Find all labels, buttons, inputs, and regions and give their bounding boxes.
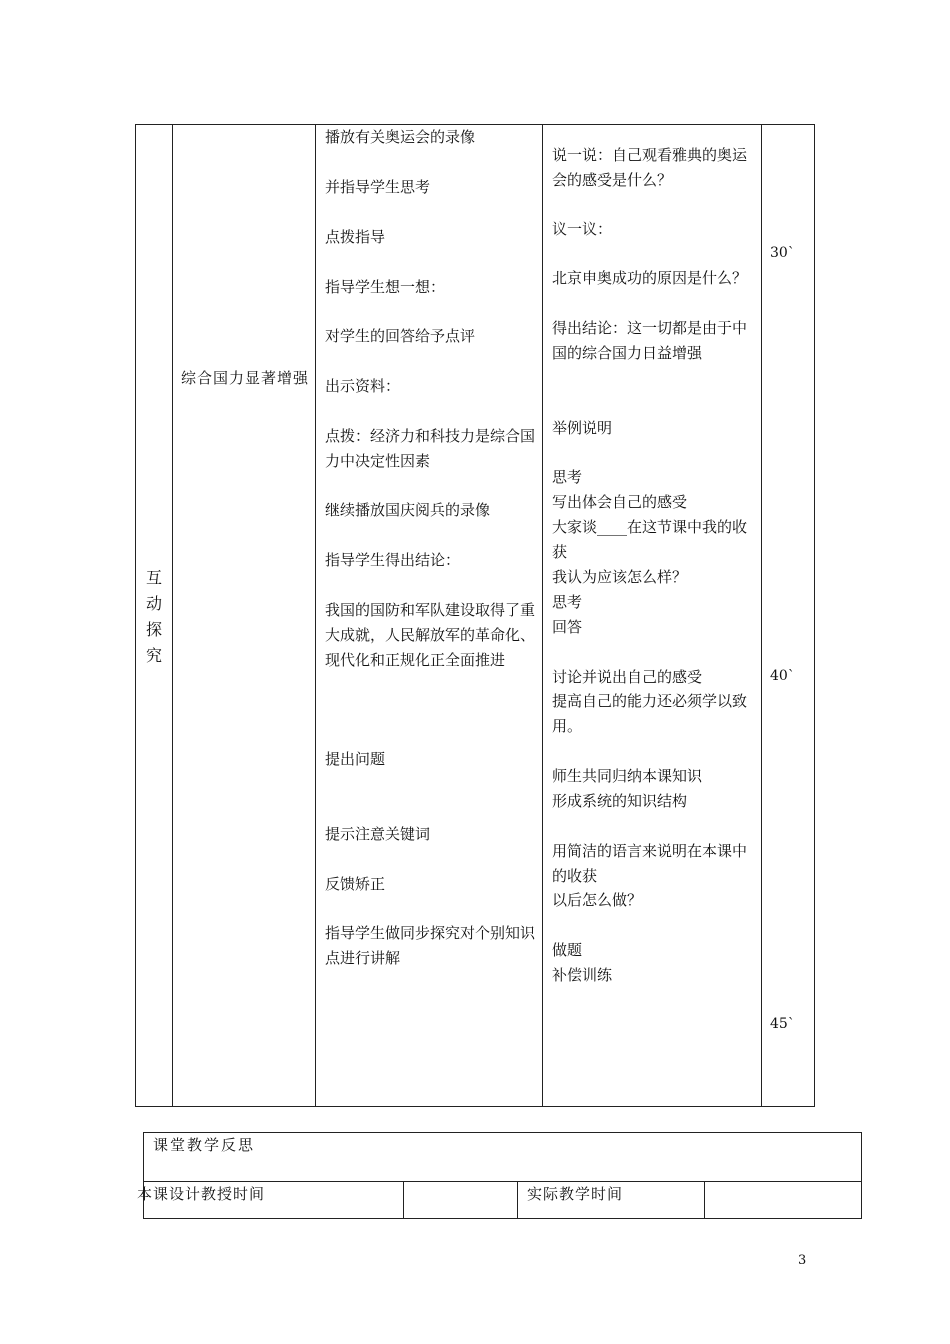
teacher-activity: 点拨：经济力和科技力是综合国力中决定性因素 (325, 427, 536, 470)
teacher-activity: 出示资料： (325, 377, 401, 395)
teacher-activity: 继续播放国庆阅兵的录像 (325, 501, 491, 519)
reflection-border-bottom (143, 1218, 862, 1219)
student-activity: 我认为应该怎么样？ (552, 568, 688, 586)
student-activity: 用简洁的语言来说明在本课中的收获 (552, 842, 748, 885)
table-border-right (814, 124, 815, 1107)
reflection-col-divider-3 (704, 1181, 705, 1219)
table-border-left (135, 124, 136, 1107)
teacher-activity: 反馈矫正 (325, 875, 386, 893)
student-activity: 大家谈____在这节课中我的收获 (552, 518, 748, 561)
student-activity: 思考 (552, 593, 583, 611)
student-activity: 思考 (552, 468, 583, 486)
teacher-activity: 指导学生得出结论： (325, 551, 461, 569)
page-number: 3 (798, 1253, 807, 1268)
teacher-activity: 指导学生做同步探究对个别知识点进行讲解 (325, 924, 536, 967)
student-activity: 讨论并说出自己的感受 (552, 668, 703, 686)
student-activity: 举例说明 (552, 419, 613, 437)
student-activity: 师生共同归纳本课知识 (552, 767, 703, 785)
column-divider-1 (172, 124, 173, 1107)
student-activity: 以后怎么做？ (552, 891, 643, 909)
teacher-activity: 我国的国防和军队建设取得了重大成就，人民解放军的革命化、现代化和正规化正全面推进 (325, 601, 536, 669)
teacher-activity: 点拨指导 (325, 228, 386, 246)
reflection-border-right (861, 1132, 862, 1219)
teacher-activity: 对学生的回答给予点评 (325, 327, 476, 345)
student-activity: 议一议： (552, 220, 613, 238)
student-activity: 形成系统的知识结构 (552, 792, 688, 810)
student-activity: 得出结论：这一切都是由于中国的综合国力日益增强 (552, 319, 748, 362)
teacher-activity: 播放有关奥运会的录像 (325, 128, 476, 146)
planned-time-label: 本课设计教授时间 (137, 1185, 266, 1203)
student-activity: 做题 (552, 941, 583, 959)
student-activity: 提高自己的能力还必须学以致用。 (552, 692, 748, 735)
student-activity: 补偿训练 (552, 966, 613, 984)
table-border-bottom (135, 1106, 815, 1107)
time-mark: 40` (770, 668, 795, 684)
teacher-activity: 提出问题 (325, 750, 386, 768)
teacher-activity: 并指导学生思考 (325, 178, 431, 196)
reflection-label: 课堂教学反思 (153, 1136, 256, 1154)
student-activity: 回答 (552, 618, 583, 636)
column-divider-3 (542, 124, 543, 1107)
reflection-col-divider-1 (403, 1181, 404, 1219)
actual-time-label: 实际教学时间 (527, 1185, 624, 1203)
column-divider-2 (315, 124, 316, 1107)
reflection-col-divider-2 (517, 1181, 518, 1219)
student-activity: 说一说：自己观看雅典的奥运会的感受是什么？ (552, 146, 748, 189)
student-activity: 北京申奥成功的原因是什么？ (552, 269, 748, 287)
time-mark: 45` (770, 1016, 795, 1032)
topic-cell: 综合国力显著增强 (181, 369, 310, 387)
section-label: 互动探究 (145, 568, 162, 665)
teacher-activity: 提示注意关键词 (325, 825, 431, 843)
student-activity: 写出体会自己的感受 (552, 493, 688, 511)
teacher-activity: 指导学生想一想： (325, 278, 446, 296)
column-divider-4 (761, 124, 762, 1107)
time-mark: 30` (770, 245, 795, 261)
